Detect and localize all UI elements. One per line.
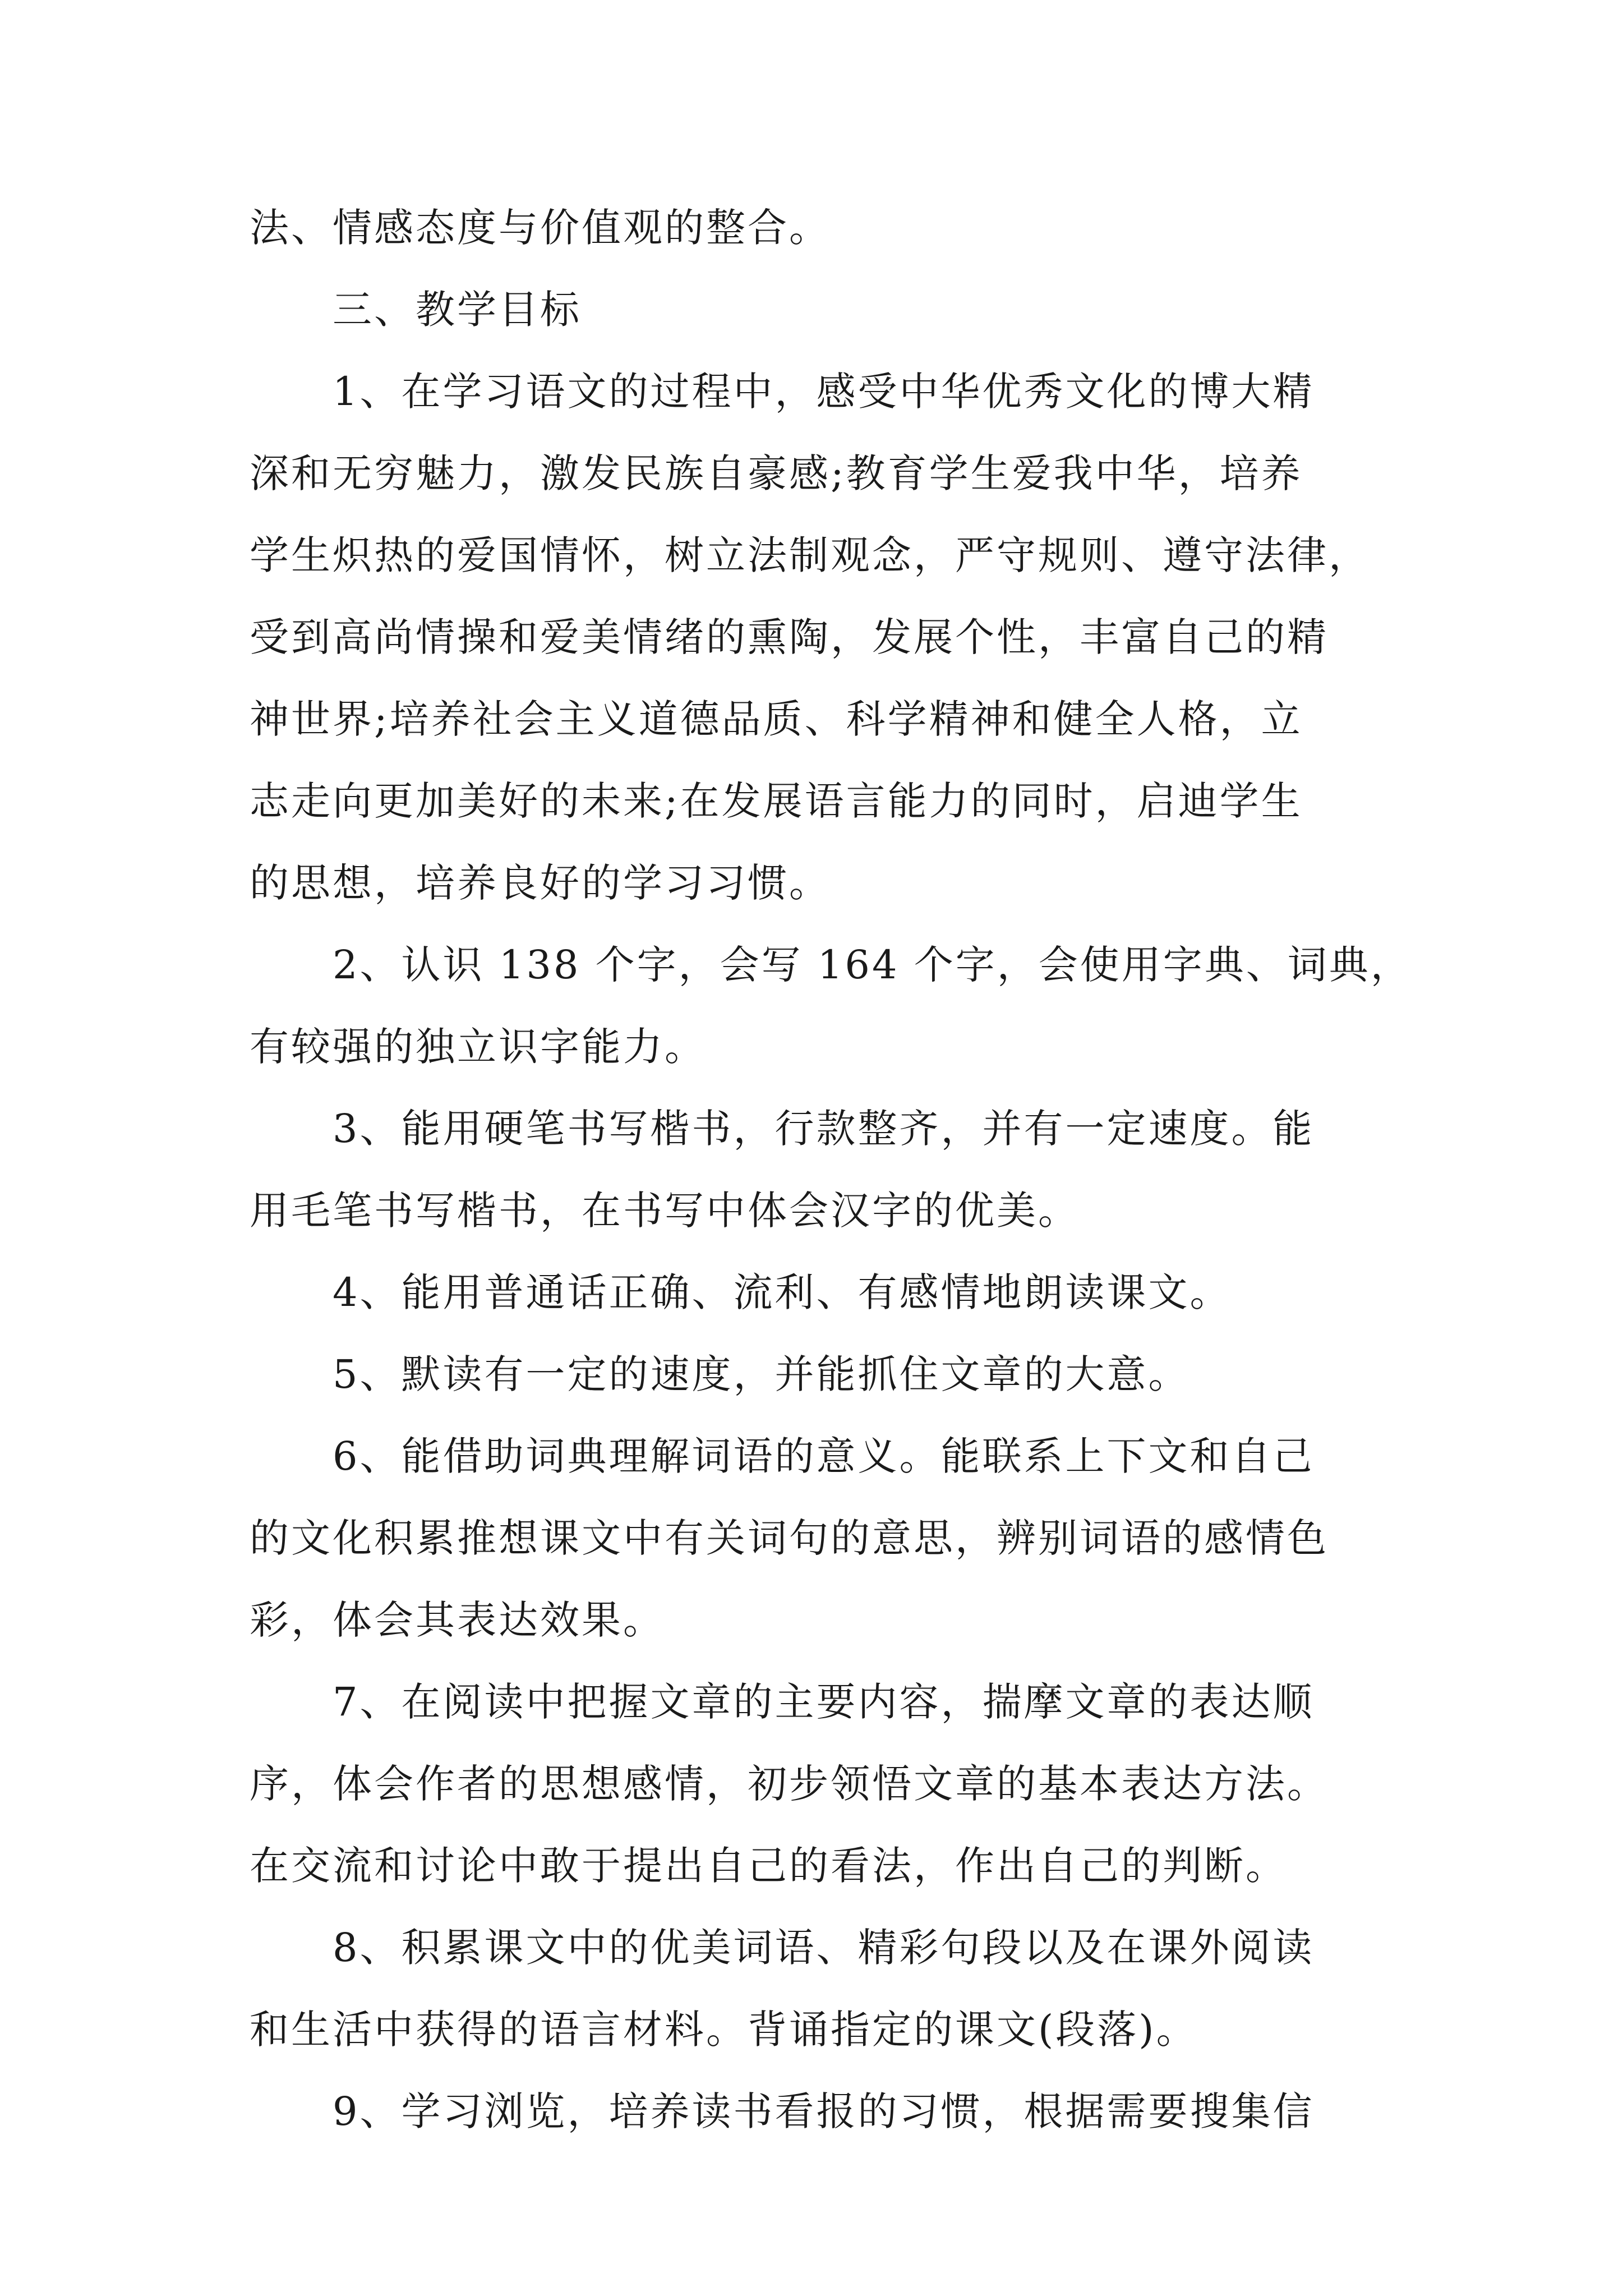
text-line: 在交流和讨论中敢于提出自己的看法，作出自己的判断。	[250, 1843, 1287, 1889]
text-line: 序，体会作者的思想感情，初步领悟文章的基本表达方法。	[250, 1761, 1329, 1807]
text-line: 的文化积累推想课文中有关词句的意思，辨别词语的感情色	[250, 1515, 1329, 1561]
text-line: 5、默读有一定的速度，并能抓住文章的大意。	[333, 1351, 1190, 1397]
text-line: 神世界;培养社会主义道德品质、科学精神和健全人格，立	[250, 696, 1303, 742]
text-line: 3、能用硬笔书写楷书，行款整齐，并有一定速度。能	[333, 1106, 1315, 1152]
text-line: 法、情感态度与价值观的整合。	[250, 205, 831, 251]
text-line: 2、认识 138 个字，会写 164 个字，会使用字典、词典，	[333, 942, 1412, 988]
text-line: 深和无穷魅力，激发民族自豪感;教育学生爱我中华，培养	[250, 450, 1303, 496]
text-line: 志走向更加美好的未来;在发展语言能力的同时，启迪学生	[250, 778, 1303, 824]
text-line: 1、在学习语文的过程中，感受中华优秀文化的博大精	[333, 369, 1315, 415]
text-line: 4、能用普通话正确、流利、有感情地朗读课文。	[333, 1269, 1232, 1315]
text-line: 用毛笔书写楷书，在书写中体会汉字的优美。	[250, 1188, 1080, 1234]
text-line: 受到高尚情操和爱美情绪的熏陶，发展个性，丰富自己的精	[250, 614, 1329, 660]
text-line: 有较强的独立识字能力。	[250, 1024, 706, 1070]
text-line: 6、能借助词典理解词语的意义。能联系上下文和自己	[333, 1433, 1315, 1479]
text-line: 学生炽热的爱国情怀，树立法制观念，严守规则、遵守法律，	[250, 532, 1370, 578]
text-line: 8、积累课文中的优美词语、精彩句段以及在课外阅读	[333, 1925, 1315, 1971]
text-line: 9、学习浏览，培养读书看报的习惯，根据需要搜集信	[333, 2088, 1315, 2134]
text-line: 7、在阅读中把握文章的主要内容，揣摩文章的表达顺	[333, 1679, 1315, 1725]
document-body	[250, 187, 1412, 2152]
text-line: 彩，体会其表达效果。	[250, 1597, 665, 1643]
text-line: 和生活中获得的语言材料。背诵指定的课文(段落)。	[250, 2007, 1198, 2053]
section-heading: 三、教学目标	[333, 287, 582, 333]
text-line: 的思想，培养良好的学习习惯。	[250, 860, 831, 906]
